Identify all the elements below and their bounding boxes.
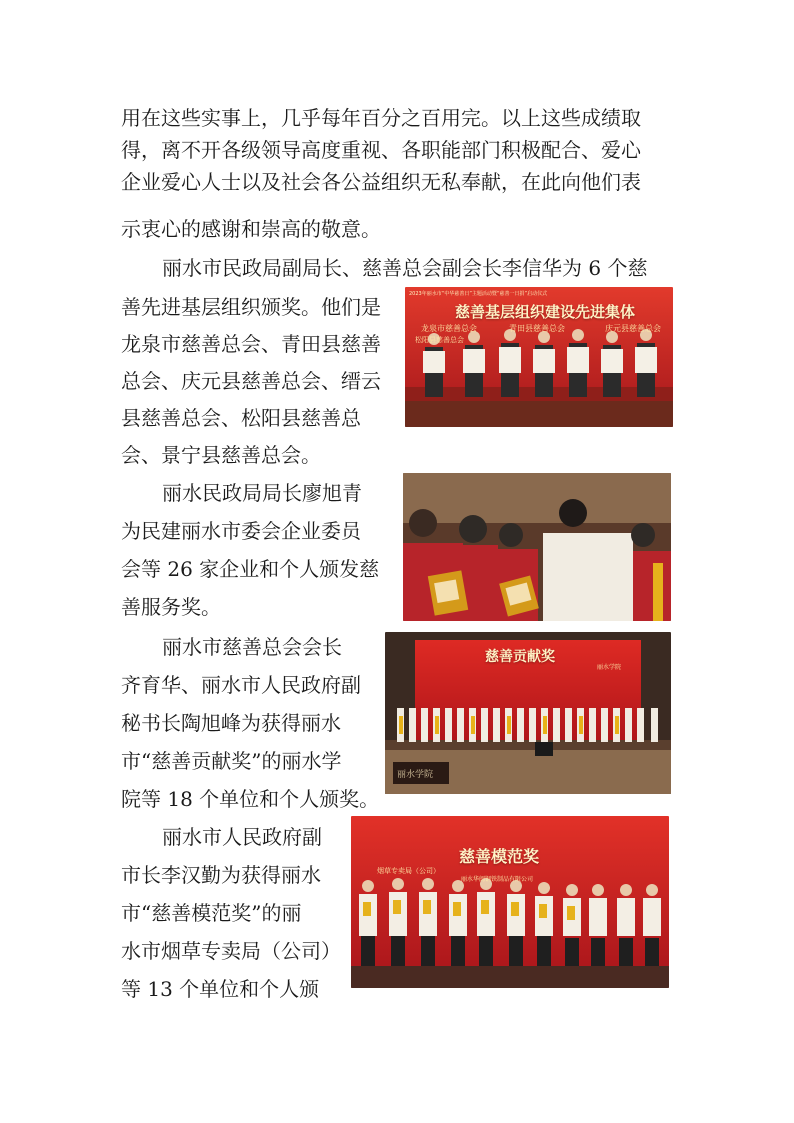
- photo-award-grassroots: [405, 287, 673, 427]
- photo1-sign-bottom-left: 松阳县慈善总会: [415, 336, 464, 344]
- photo4-banner: 慈善模范奖: [459, 847, 540, 866]
- text-line-3: 企业爱心人士以及社会各公益组织无私奉献，在此向他们表: [121, 170, 641, 194]
- photo3-podium-sign: 丽水学院: [397, 770, 434, 780]
- text-line-16: 齐育华、丽水市人民政府副: [121, 673, 361, 697]
- text-line-20: 丽水市人民政府副: [162, 825, 322, 849]
- text-line-13: 会等 26 家企业和个人颁发慈: [121, 557, 380, 581]
- photo4-list-top: 烟草专卖局（公司）: [377, 867, 440, 875]
- text-line-17: 秘书长陶旭峰为获得丽水: [121, 711, 341, 735]
- text-line-4: 示衷心的感谢和崇高的敬意。: [121, 217, 381, 241]
- text-line-11: 丽水民政局局长廖旭青: [162, 481, 362, 505]
- text-line-22: 市“慈善模范奖”的丽: [121, 901, 302, 925]
- text-line-2: 得，离不开各级领导高度重视、各职能部门积极配合、爱心: [121, 138, 641, 162]
- photo1-top-caption: 2023年丽水市“中华慈善日”主题活动暨“慈善一日捐”启动仪式: [409, 291, 548, 297]
- text-line-19: 院等 18 个单位和个人颁奖。: [121, 787, 380, 811]
- text-line-15: 丽水市慈善总会会长: [162, 635, 342, 659]
- text-line-23: 水市烟草专卖局（公司）: [121, 939, 341, 963]
- text-line-21: 市长李汉勤为获得丽水: [121, 863, 321, 887]
- photo3-stage-sign: 丽水学院: [597, 664, 622, 671]
- photo1-sign-right: 庆元县慈善总会: [605, 324, 661, 333]
- text-line-7: 龙泉市慈善总会、青田县慈善: [121, 332, 381, 356]
- text-line-9: 县慈善总会、松阳县慈善总: [121, 406, 361, 430]
- photo4-list-2: 丽水华闽钢铁制品有限公司: [461, 876, 534, 883]
- text-line-14: 善服务奖。: [121, 595, 221, 619]
- text-line-24: 等 13 个单位和个人颁: [121, 977, 320, 1001]
- photo-award-model: [351, 816, 669, 988]
- text-line-1: 用在这些实事上，几乎每年百分之百用完。以上这些成绩取: [121, 106, 641, 130]
- text-line-12: 为民建丽水市委会企业委员: [121, 519, 361, 543]
- text-line-8: 总会、庆元县慈善总会、缙云: [121, 369, 381, 393]
- text-line-18: 市“慈善贡献奖”的丽水学: [121, 749, 342, 773]
- photo1-sign-mid: 青田县慈善总会: [509, 324, 565, 333]
- photo-award-contribution: [385, 632, 671, 794]
- photo1-banner: 慈善基层组织建设先进集体: [455, 303, 636, 321]
- text-line-5: 丽水市民政局副局长、慈善总会副会长李信华为 6 个慈: [162, 256, 648, 280]
- photo3-banner: 慈善贡献奖: [485, 649, 555, 665]
- text-line-10: 会、景宁县慈善总会。: [121, 443, 321, 467]
- photo-award-service: [403, 473, 671, 621]
- text-line-6: 善先进基层组织颁奖。他们是: [121, 295, 381, 319]
- photo1-sign-left: 龙泉市慈善总会: [421, 324, 477, 333]
